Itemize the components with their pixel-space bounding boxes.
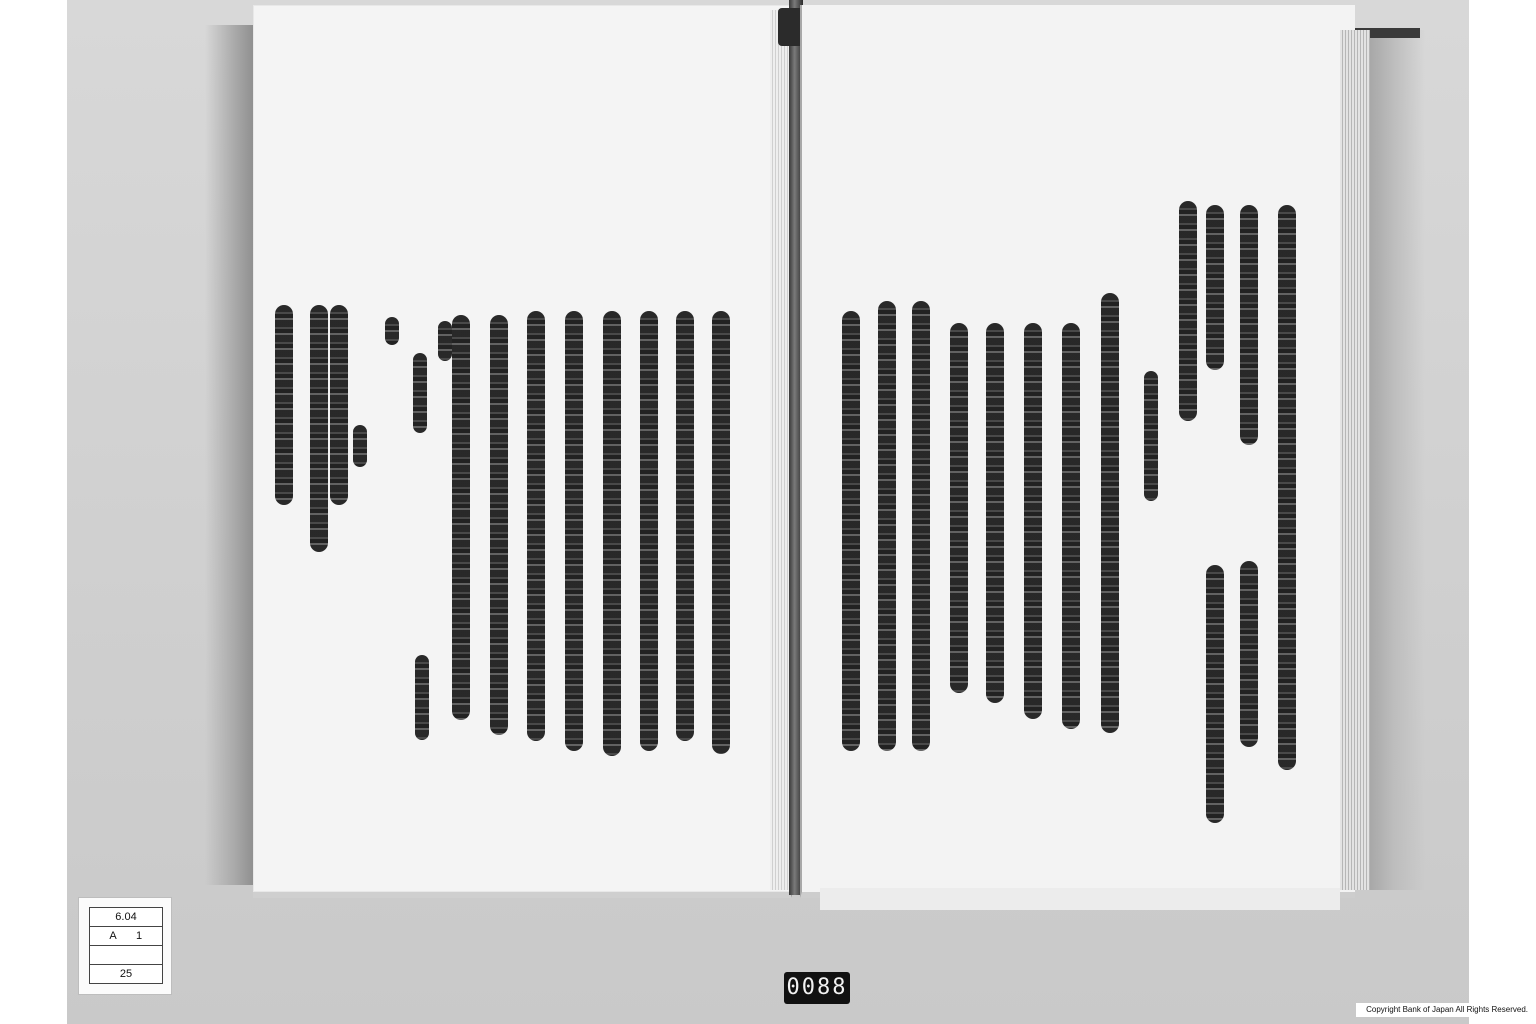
manuscript-column <box>1240 561 1258 747</box>
frame-number: 0088 <box>784 972 850 1004</box>
manuscript-column <box>878 301 896 751</box>
manuscript-column <box>1101 293 1119 733</box>
manuscript-column <box>527 311 545 741</box>
catalog-label-card <box>78 897 172 995</box>
manuscript-column <box>640 311 658 751</box>
manuscript-column <box>1206 205 1224 370</box>
right-page <box>800 5 1355 898</box>
left-page <box>253 5 792 898</box>
manuscript-column <box>452 315 470 720</box>
manuscript-column <box>712 311 730 754</box>
manuscript-column <box>1206 565 1224 823</box>
catalog-label-row <box>90 908 162 927</box>
manuscript-column <box>1278 205 1296 770</box>
manuscript-column <box>385 317 399 345</box>
manuscript-column <box>330 305 348 505</box>
catalog-label-row <box>90 927 162 946</box>
manuscript-column <box>1024 323 1042 719</box>
catalog-volume: 1 <box>135 930 143 942</box>
manuscript-column <box>413 353 427 433</box>
catalog-item: 25 <box>119 968 133 980</box>
manuscript-column <box>1179 201 1197 421</box>
manuscript-column <box>438 321 452 361</box>
manuscript-column <box>353 425 367 467</box>
manuscript-column <box>310 305 328 552</box>
manuscript-column <box>912 301 930 751</box>
manuscript-seal-signature <box>415 655 429 740</box>
right-page-edge <box>1340 30 1370 890</box>
manuscript-column <box>565 311 583 751</box>
manuscript-column <box>603 311 621 756</box>
copyright-notice: Copyright Bank of Japan All Rights Reserved. <box>1356 1003 1528 1017</box>
manuscript-column <box>1240 205 1258 445</box>
manuscript-column <box>950 323 968 693</box>
catalog-label-table <box>89 907 163 984</box>
manuscript-column <box>1062 323 1080 729</box>
manuscript-column <box>490 315 508 735</box>
page-bottom-strip <box>820 888 1340 910</box>
manuscript-column <box>676 311 694 741</box>
binding-shadow-left <box>205 25 255 885</box>
manuscript-column <box>986 323 1004 703</box>
catalog-number: 6.04 <box>115 911 137 923</box>
catalog-label-row <box>90 965 162 983</box>
manuscript-column <box>842 311 860 751</box>
manuscript-column <box>275 305 293 505</box>
catalog-label-row <box>90 946 162 965</box>
catalog-series: A <box>109 930 117 942</box>
manuscript-column <box>1144 371 1158 501</box>
